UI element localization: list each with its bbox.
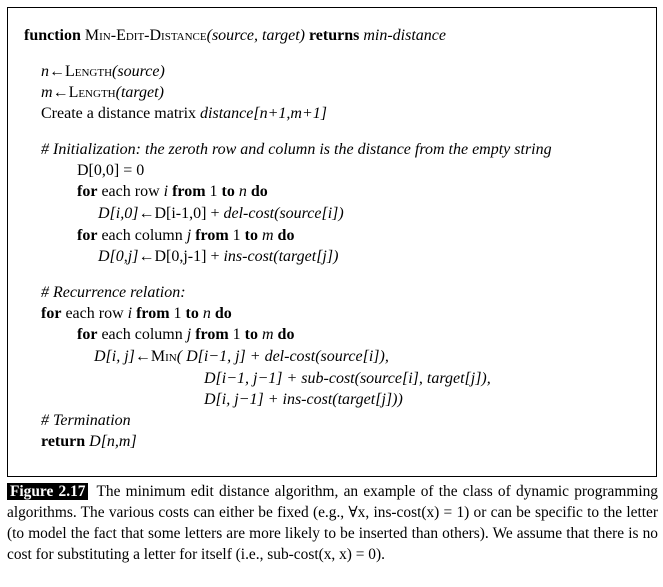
- termination-comment: [41, 411, 131, 431]
- assign-di0: [98, 204, 344, 224]
- rec2-text: D[i−1, j−1] + sub-cost(source[i], target[j]),: [204, 370, 491, 387]
- return-value-name: min-distance: [363, 27, 446, 44]
- var-m: m: [41, 84, 53, 101]
- return-value: D[n,m]: [89, 433, 137, 450]
- create-text: Create a distance matrix: [41, 105, 201, 122]
- kw-from: from: [195, 326, 229, 343]
- kw-to: to: [221, 183, 235, 200]
- for-range: 1: [228, 326, 245, 343]
- for-row-init: [77, 182, 268, 202]
- caption-text: The minimum edit distance algorithm, an example of the class of dynamic programming algorithms. The various costs can either be fixed (e.g., ∀x, ins-cost(x) = 1) or can be specific to the letter (to model the fact that some letters are more likely to be inserted than others). We assume that there is no cost for substituting a letter for itself (i.e., sub-cost(x, x) = 0).: [7, 483, 658, 563]
- keyword-returns: returns: [308, 27, 360, 44]
- arrow-icon: ←: [134, 348, 151, 365]
- lhs: D[0,j]: [98, 248, 139, 265]
- for-mid: each row: [97, 183, 164, 200]
- for-mid: each column: [97, 326, 187, 343]
- kw-for: for: [77, 227, 98, 244]
- for-var: i: [163, 183, 169, 200]
- for-row-rec: [41, 304, 232, 324]
- termination-comment-text: # Termination: [41, 412, 131, 429]
- rec3-text: D[i, j−1] + ins-cost(target[j])): [204, 391, 403, 408]
- d00-line: [77, 161, 144, 181]
- fn-length: Length: [65, 63, 113, 80]
- keyword-function: function: [24, 27, 81, 44]
- assign-m: [41, 83, 164, 103]
- d00-text: D[0,0] = 0: [77, 162, 145, 179]
- for-range: 1: [228, 227, 245, 244]
- kw-from: from: [195, 227, 229, 244]
- init-comment-text: # Initialization: the zeroth row and column is the distance from the empty string: [41, 141, 552, 158]
- rhs-b: ins-cost(target[j]): [223, 248, 339, 265]
- recurrence-line-3: [204, 390, 403, 410]
- recurrence-comment: [41, 283, 186, 303]
- for-end: n: [202, 305, 211, 322]
- for-end: m: [261, 326, 274, 343]
- for-var: j: [186, 326, 192, 343]
- fn-min: Min: [150, 348, 177, 365]
- arrow-icon: ←: [52, 84, 69, 101]
- figure-label: Figure 2.17: [7, 483, 88, 500]
- arg-target: (target): [115, 84, 164, 101]
- return-line: [41, 432, 137, 452]
- kw-to: to: [185, 305, 199, 322]
- kw-return: return: [41, 433, 86, 450]
- algorithm-box: [7, 7, 657, 477]
- for-range: 1: [205, 183, 222, 200]
- for-end: m: [261, 227, 274, 244]
- assign-d0j: [98, 247, 338, 267]
- for-mid: each row: [61, 305, 128, 322]
- kw-do: do: [250, 183, 268, 200]
- recurrence-line-1: [94, 347, 389, 367]
- init-comment: [41, 140, 552, 160]
- figure-caption: [7, 481, 658, 565]
- recurrence-comment-text: # Recurrence relation:: [41, 284, 186, 301]
- for-mid: each column: [97, 227, 187, 244]
- for-col-init: [77, 226, 294, 246]
- var-n: n: [41, 63, 49, 80]
- kw-for: for: [77, 326, 98, 343]
- for-end: n: [238, 183, 247, 200]
- kw-to: to: [244, 227, 258, 244]
- for-var: i: [127, 305, 133, 322]
- arg-source: (source): [112, 63, 165, 80]
- for-var: j: [186, 227, 192, 244]
- fn-length: Length: [68, 84, 116, 101]
- function-name: Min-Edit-Distance: [84, 27, 207, 44]
- function-params: (source, target): [206, 27, 305, 44]
- kw-from: from: [136, 305, 170, 322]
- rhs-a: D[0,j-1] +: [154, 248, 224, 265]
- lhs: D[i,0]: [98, 205, 139, 222]
- lhs: D[i, j]: [94, 348, 135, 365]
- arrow-icon: ←: [138, 248, 155, 265]
- kw-to: to: [244, 326, 258, 343]
- arrow-icon: ←: [49, 63, 65, 80]
- assign-n: [41, 62, 165, 82]
- for-range: 1: [169, 305, 186, 322]
- rhs-a: D[i-1,0] +: [154, 205, 224, 222]
- rec1-rest: ( D[i−1, j] + del-cost(source[i]),: [176, 348, 389, 365]
- kw-for: for: [77, 183, 98, 200]
- create-matrix: [41, 104, 327, 124]
- matrix-name: distance[n+1,m+1]: [200, 105, 327, 122]
- kw-do: do: [277, 227, 295, 244]
- recurrence-line-2: [204, 369, 491, 389]
- arrow-icon: ←: [138, 205, 155, 222]
- rhs-b: del-cost(source[i]): [223, 205, 344, 222]
- kw-for: for: [41, 305, 62, 322]
- kw-do: do: [277, 326, 295, 343]
- kw-from: from: [172, 183, 206, 200]
- for-col-rec: [77, 325, 294, 345]
- kw-do: do: [214, 305, 232, 322]
- function-header: [24, 26, 446, 46]
